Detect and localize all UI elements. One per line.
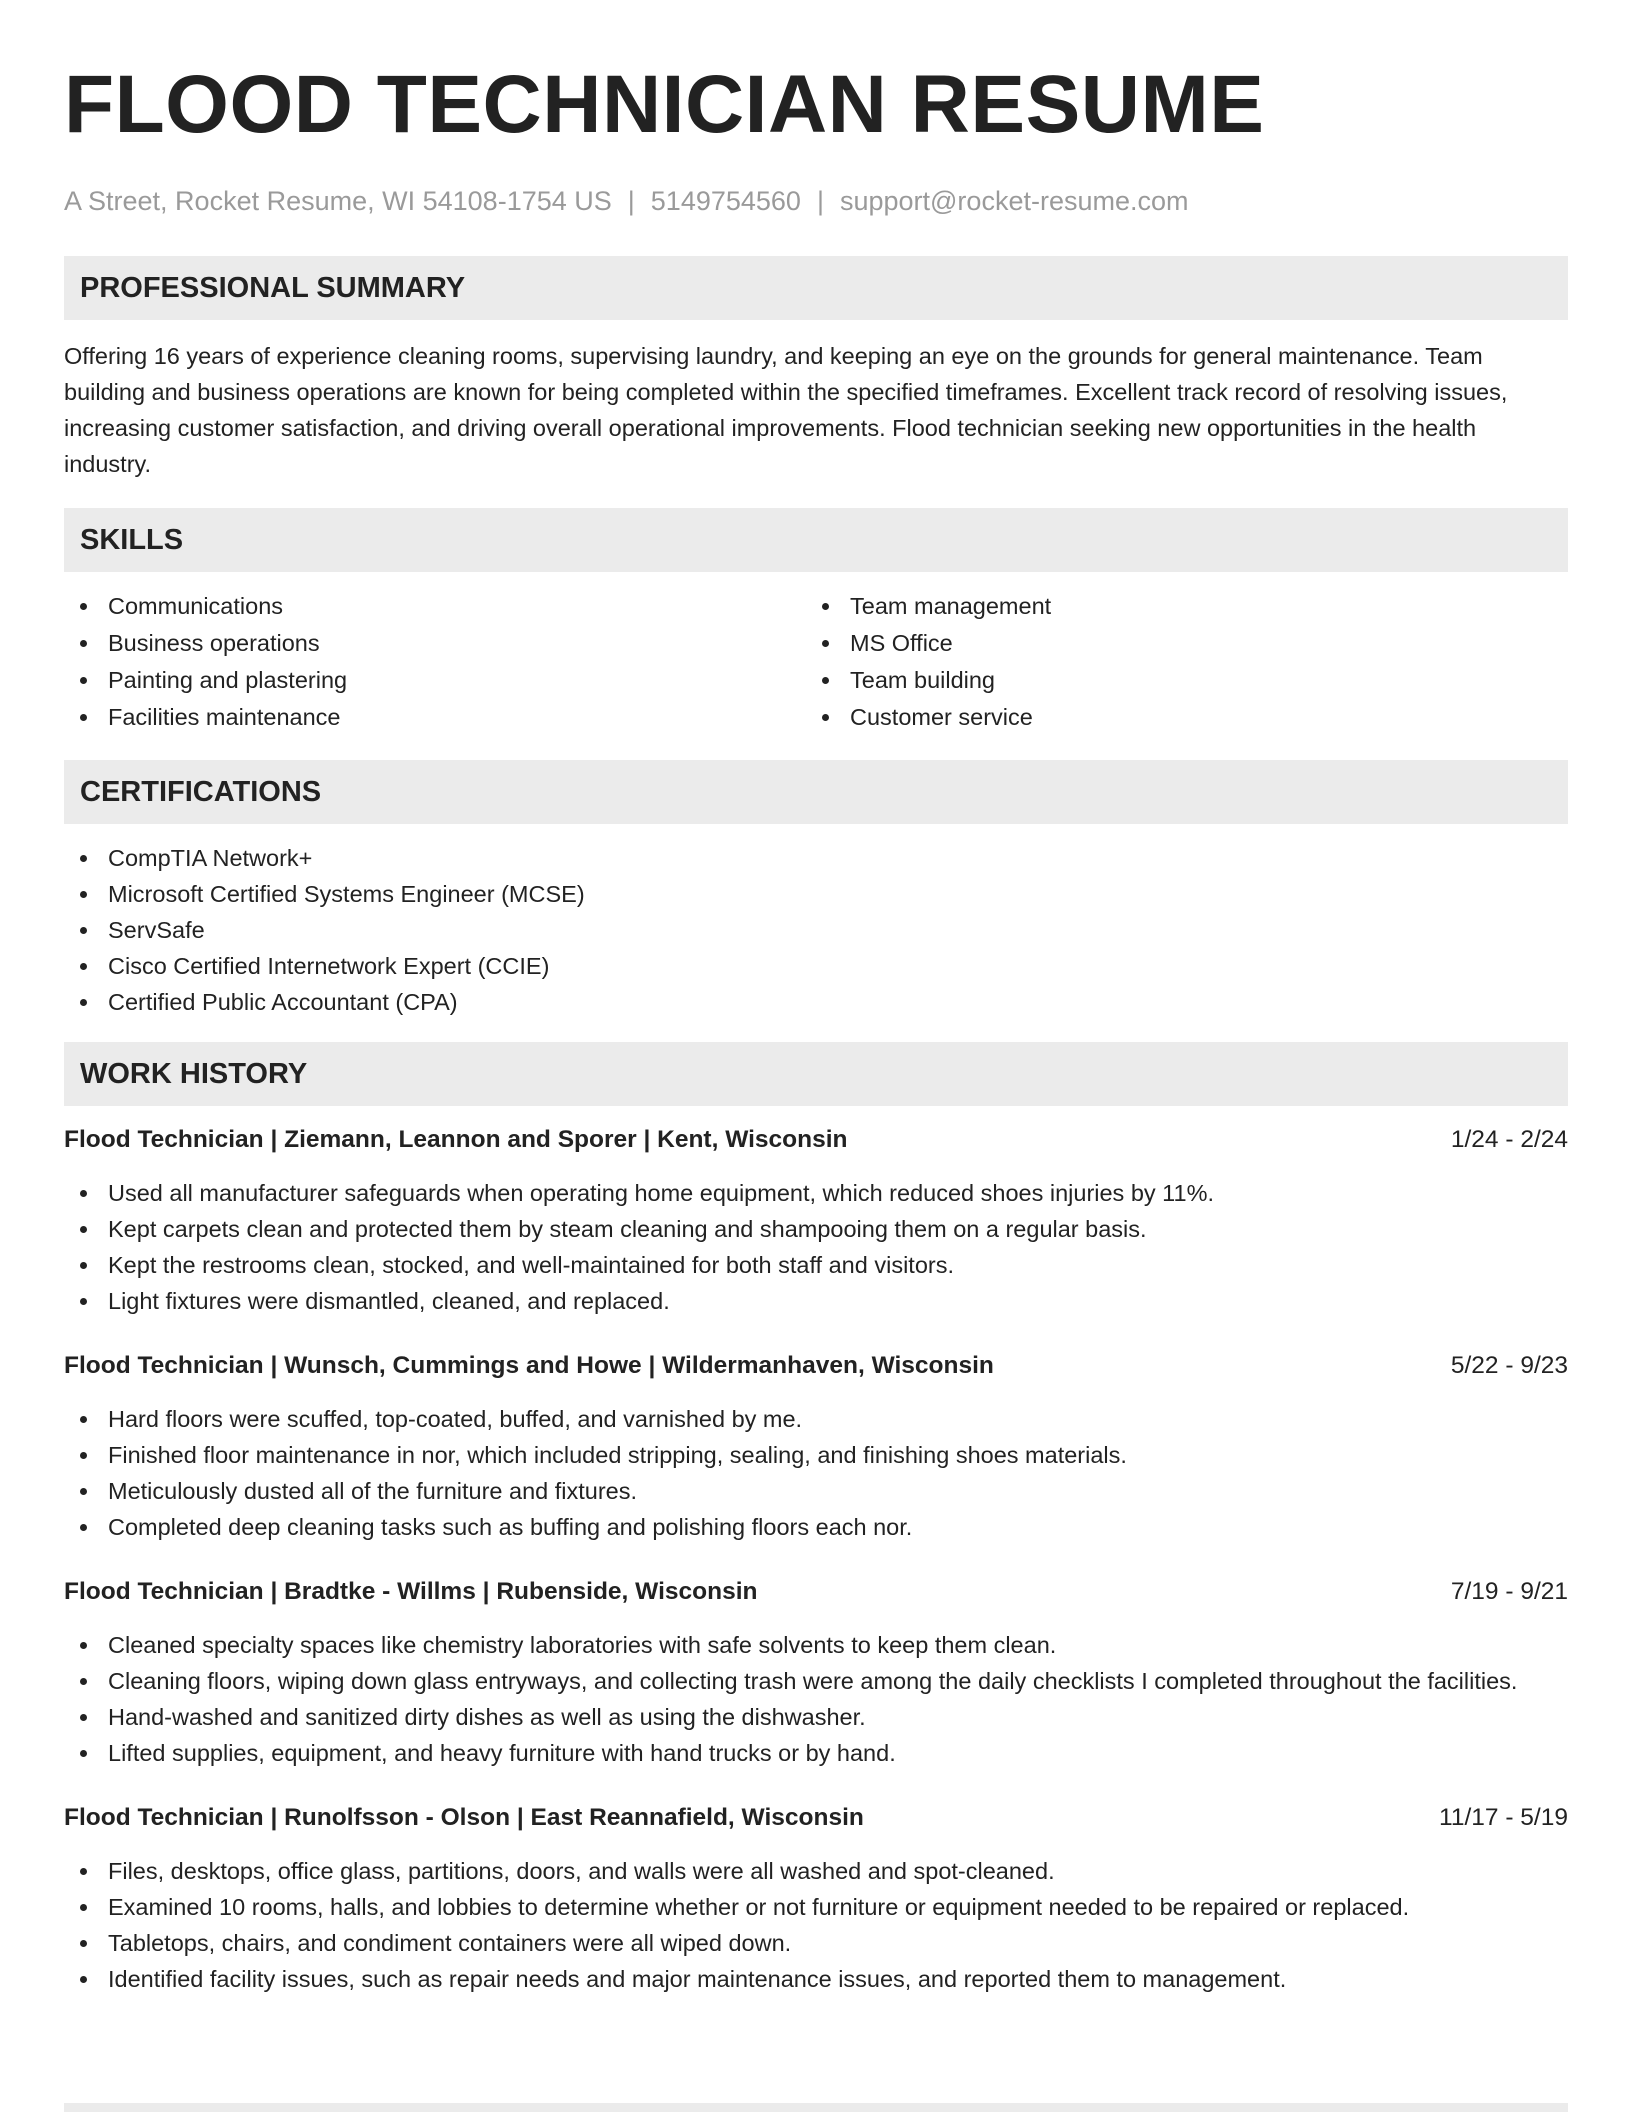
contact-separator: |: [816, 186, 824, 216]
certification-item: ServSafe: [64, 912, 1568, 948]
job-bullet: Used all manufacturer safeguards when operating home equipment, which reduced shoes injuries by 11%.: [64, 1175, 1568, 1211]
job-bullet: Files, desktops, office glass, partitions, doors, and walls were all washed and spot-cleaned.: [64, 1853, 1568, 1889]
job-dates: 1/24 - 2/24: [1450, 1126, 1568, 1153]
contact-address: A Street, Rocket Resume, WI 54108-1754 US: [64, 186, 612, 216]
certification-item: Certified Public Accountant (CPA): [64, 984, 1568, 1020]
resume-title: FLOOD TECHNICIAN RESUME: [64, 59, 1265, 150]
job-bullet: Cleaned specialty spaces like chemistry laboratories with safe solvents to keep them clean.: [64, 1627, 1568, 1663]
contact-phone: 5149754560: [650, 186, 801, 216]
skills-column-left: [64, 588, 806, 736]
contact-line: [64, 184, 1568, 218]
job-bullet: Tabletops, chairs, and condiment containers were all wiped down.: [64, 1925, 1568, 1961]
certifications-heading: CERTIFICATIONS: [64, 760, 1568, 824]
job-bullet: Hand-washed and sanitized dirty dishes as well as using the dishwasher.: [64, 1699, 1568, 1735]
job-entry: [64, 1349, 1568, 1545]
certification-item: Cisco Certified Internetwork Expert (CCIE): [64, 948, 1568, 984]
job-bullet: Cleaning floors, wiping down glass entryways, and collecting trash were among the daily checklists I completed throughout the facilities.: [64, 1663, 1568, 1699]
job-bullet: Kept carpets clean and protected them by steam cleaning and shampooing them on a regular basis.: [64, 1211, 1568, 1247]
job-dates: 5/22 - 9/23: [1450, 1352, 1568, 1379]
contact-separator: |: [627, 186, 635, 216]
certifications-list: [64, 840, 1568, 1020]
job-header: [64, 1349, 1568, 1383]
skills-list: [64, 588, 1568, 736]
job-bullet: Identified facility issues, such as repair needs and major maintenance issues, and reported them to management.: [64, 1961, 1568, 1997]
job-title: Flood Technician | Ziemann, Leannon and Sporer | Kent, Wisconsin: [64, 1126, 848, 1153]
job-bullets: [64, 1853, 1568, 1997]
job-header: [64, 1575, 1568, 1609]
job-entry: [64, 1575, 1568, 1771]
job-bullet: Finished floor maintenance in nor, which included stripping, sealing, and finishing shoes materials.: [64, 1437, 1568, 1473]
job-bullet: Hard floors were scuffed, top-coated, buffed, and varnished by me.: [64, 1401, 1568, 1437]
job-header: [64, 1801, 1568, 1835]
skills-heading: SKILLS: [64, 508, 1568, 572]
skill-item: Communications: [64, 588, 806, 625]
skill-item: Team building: [806, 662, 1548, 699]
job-dates: 7/19 - 9/21: [1450, 1578, 1568, 1605]
job-bullets: [64, 1175, 1568, 1319]
job-bullets: [64, 1627, 1568, 1771]
skill-item: Team management: [806, 588, 1548, 625]
certification-item: CompTIA Network+: [64, 840, 1568, 876]
skill-item: Customer service: [806, 699, 1548, 736]
summary-text: Offering 16 years of experience cleaning rooms, supervising laundry, and keeping an eye on the grounds for general maintenance. Team building and business operations are known for being completed within the specified timeframes. Excellent track record of resolving issues, increasing customer satisfaction, and driving overall operational improvements. Flood technician seeking new opportunities in the health industry.: [64, 343, 1508, 477]
job-entry: [64, 1801, 1568, 1997]
job-bullets: [64, 1401, 1568, 1545]
job-title: Flood Technician | Wunsch, Cummings and Howe | Wildermanhaven, Wisconsin: [64, 1352, 994, 1379]
summary-heading: PROFESSIONAL SUMMARY: [64, 256, 1568, 320]
skill-item: MS Office: [806, 625, 1548, 662]
job-bullet: Examined 10 rooms, halls, and lobbies to determine whether or not furniture or equipment needed to be repaired or replaced.: [64, 1889, 1568, 1925]
job-bullet: Completed deep cleaning tasks such as buffing and polishing floors each nor.: [64, 1509, 1568, 1545]
job-bullet: Meticulously dusted all of the furniture and fixtures.: [64, 1473, 1568, 1509]
job-bullet: Kept the restrooms clean, stocked, and well-maintained for both staff and visitors.: [64, 1247, 1568, 1283]
work-history-heading: WORK HISTORY: [64, 1042, 1568, 1106]
skill-item: Facilities maintenance: [64, 699, 806, 736]
skills-column-right: [806, 588, 1548, 736]
job-title: Flood Technician | Bradtke - Willms | Rubenside, Wisconsin: [64, 1578, 758, 1605]
job-bullet: Light fixtures were dismantled, cleaned, and replaced.: [64, 1283, 1568, 1319]
job-header: [64, 1123, 1568, 1157]
job-bullet: Lifted supplies, equipment, and heavy furniture with hand trucks or by hand.: [64, 1735, 1568, 1771]
job-entry: [64, 1123, 1568, 1319]
job-dates: 11/17 - 5/19: [1439, 1804, 1568, 1831]
contact-email: support@rocket-resume.com: [839, 186, 1189, 216]
skill-item: Painting and plastering: [64, 662, 806, 699]
skill-item: Business operations: [64, 625, 806, 662]
certification-item: Microsoft Certified Systems Engineer (MCSE): [64, 876, 1568, 912]
job-title: Flood Technician | Runolfsson - Olson | East Reannafield, Wisconsin: [64, 1804, 864, 1831]
next-section-heading-cutoff: [64, 2103, 1568, 2112]
